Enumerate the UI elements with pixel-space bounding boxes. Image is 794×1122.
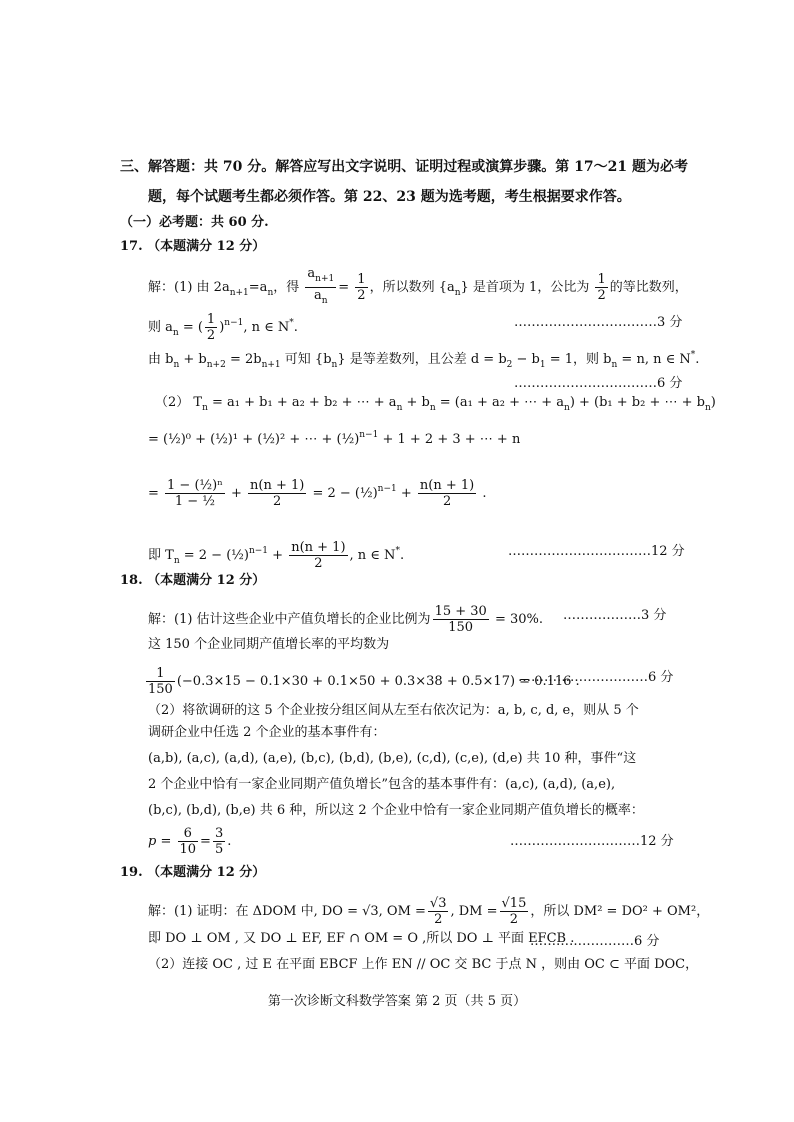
fraction-numerator: 3 (214, 826, 224, 841)
q17-text: 解：(1) 由 2a (148, 280, 230, 295)
fraction-numerator: √3 (429, 896, 447, 911)
fraction (418, 478, 476, 509)
q18-line7: 2 个企业中恰有一家企业同期产值负增长”包含的基本事件有：(a,c), (a,d), (a,e), (148, 777, 616, 792)
q17-text: . (695, 352, 700, 367)
q17-text: + b (402, 395, 430, 410)
fraction-numerator: 1 (146, 666, 175, 682)
fraction (178, 826, 199, 857)
q17-text: + 1 + 2 + 3 + ⋯ + n (378, 432, 521, 447)
fraction-denominator: 2 (273, 494, 282, 509)
q17-text: = (a₁ + a₂ + ⋯ + a (435, 395, 565, 410)
score-marker: ……………………………12 分 (508, 544, 685, 559)
q17-text: （2） T (155, 395, 203, 410)
q17-text: = (338, 280, 350, 295)
fraction-denominator: 10 (179, 842, 197, 857)
q17-text: , n ∈ N (349, 548, 396, 563)
q17-text: − b (512, 352, 540, 367)
fraction-denominator: 2 (442, 494, 452, 509)
q18-line6: (a,b), (a,c), (a,d), (a,e), (b,c), (b,d), (b,e), (c,d), (c,e), (d,e) 共 10 种，事件“这 (148, 751, 637, 766)
fraction (433, 604, 489, 635)
fraction (248, 478, 306, 509)
q17-text: = 2 − (½) (312, 486, 378, 501)
fraction-numerator: √15 (501, 896, 527, 911)
q17-text: =a (248, 280, 268, 295)
q17-text: 可知 {b (280, 352, 332, 367)
q17-text: = 1，则 b (545, 352, 612, 367)
q17-line1: 解：(1) 由 $2a_{n+1}=a_n$，得 $\frac{a_{n+1}}{a_n}$ = $\frac{1}{2}$ ，所以数列 $\{a_n\}$ 是首项为 1，公比为 $\frac{1}{2}$ 的等比数列， (148, 266, 688, 309)
q18-line1 (148, 604, 543, 635)
score-marker: …………………………6 分 (518, 670, 674, 685)
q18-text: p = (148, 834, 172, 849)
fraction: $\frac{a_{n+1}}{a_n}$ (307, 266, 335, 306)
q17-text: = 2 − (½) (179, 548, 249, 563)
q17-text: = n, n ∈ N (617, 352, 691, 367)
q18-line8: (b,c), (b,d), (b,e) 共 6 种，所以这 2 个企业中恰有一家企业同期产值负增长的概率： (148, 803, 644, 818)
q19-line1 (148, 896, 709, 927)
q17-line2: 则 $a_n$ = ( $\frac{1}{2}$ )$^{n-1}$, n ∈ N*. (148, 312, 298, 343)
fraction (500, 896, 529, 927)
page-footer: 第一次诊断文科数学答案 第 2 页（共 5 页） (267, 994, 527, 1009)
q17-text: ) (219, 320, 225, 335)
q17-text: ，所以数列 {a (369, 280, 455, 295)
q17-text: 即 T (148, 548, 174, 563)
q19-line2: 即 DO ⊥ OM , 又 DO ⊥ EF, EF ∩ OM = O ,所以 DO ⊥ 平面 EFCB . (148, 931, 575, 946)
q17-text: 的等比数列， (609, 280, 688, 295)
fraction-numerator: a (307, 266, 316, 281)
fraction (595, 272, 607, 303)
section-header-line1: 三、解答题：共 70 分。解答应写出文字说明、证明过程或演算步骤。第 17～21 题为必考 (120, 159, 688, 175)
q17-line3: 由 $b_n + b_{n+2} = 2b_{n+1}$ 可知 $\{b_n\}$ 是等差数列，且公差 $d = b_2 - b_1 = 1$，则 $b_n = n$, n ∈ N*. (148, 350, 700, 370)
q17-text: . (399, 548, 405, 563)
score-marker: ……………………6 分 (530, 934, 660, 949)
q17-line6: = $\frac{\text{1 − (½)ⁿ}}{\text{1 − ½}}$ + $\frac{n(n + 1)}{2}$ = 2 − (½)$^{n-1}$ + $\frac{n(n + 1)}{2}$ . (148, 478, 487, 509)
q18-text: = 30%. (490, 612, 543, 627)
fraction-numerator: 1 (206, 312, 216, 327)
q17-text: = 2b (225, 352, 262, 367)
q18-line9 (148, 826, 231, 857)
fraction (165, 478, 225, 509)
q17-title: 17. （本题满分 12 分） (120, 239, 266, 254)
fraction-numerator: 1 (597, 272, 606, 287)
q17-text: 则 a (148, 320, 173, 335)
score-marker: ………………3 分 (563, 608, 667, 623)
q17-text: , n ∈ N (243, 320, 290, 335)
fraction-denominator: 5 (214, 842, 224, 857)
fraction-numerator: 1 (357, 272, 366, 287)
section-subheader: （一）必考题：共 60 分. (120, 215, 269, 230)
fraction-denominator: 2 (509, 912, 519, 927)
q17-line4: （2） $T_n = a_1 + b_1 + a_2 + b_2$ + ⋯ + $a_n + b_n = (a_1 + a_2$ + ⋯ + $a_n) + (b_1 + b_2$ + ⋯ + $b_n$) (155, 395, 716, 413)
q19-title: 19. （本题满分 12 分） (120, 865, 266, 880)
score-marker: ……………………………3 分 (514, 315, 683, 330)
fraction-denominator: 150 (148, 682, 173, 697)
q19-line3: （2）连接 OC , 过 E 在平面 EBCF 上作 EN // OC 交 BC 于点 N ，则由 OC ⊂ 平面 DOC， (148, 957, 699, 972)
q17-text: . (293, 320, 298, 335)
fraction (205, 312, 217, 343)
fraction-denominator: 1 − ½ (174, 494, 215, 509)
q17-text: = a₁ + b₁ + a₂ + b₂ + ⋯ + a (207, 395, 397, 410)
q17-text: } 是等差数列，且公差 d = b (337, 352, 507, 367)
q19-text: ，所以 DM² = DO² + OM²， (530, 904, 710, 919)
q17-text: ，得 (273, 280, 300, 295)
fraction-denominator: 150 (448, 620, 474, 635)
fraction-denominator: 2 (357, 288, 366, 303)
q17-text: = (½)⁰ + (½)¹ + (½)² + ⋯ + (½) (148, 432, 360, 447)
fraction-denominator: 2 (206, 328, 216, 343)
q17-line5: = (½)⁰ + (½)¹ + (½)² + ⋯ + (½)$^{n-1}$ + 1 + 2 + 3 + ⋯ + n (148, 430, 521, 447)
q18-line4: （2）将欲调研的这 5 个企业按分组区间从左至右依次记为：a, b, c, d, e，则从 5 个 (148, 703, 639, 718)
q19-text: 解：(1) 证明：在 ΔDOM 中, DO = √3, OM = (148, 904, 426, 919)
q17-text: 由 b (148, 352, 174, 367)
fraction-numerator: 15 + 30 (434, 604, 487, 619)
fraction-numerator: n(n + 1) (250, 478, 305, 493)
q18-text: 解：(1) 估计这些企业中产值负增长的企业比例为 (148, 612, 431, 627)
q18-line5: 调研企业中任选 2 个企业的基本事件有： (148, 725, 386, 740)
q18-title: 18. （本题满分 12 分） (120, 573, 266, 588)
fraction-numerator: n(n + 1) (291, 540, 346, 555)
q17-text: + b (179, 352, 207, 367)
q18-text: . (227, 834, 232, 849)
fraction-denominator: a (314, 288, 322, 303)
q18-line2: 这 150 个企业同期产值增长率的平均数为 (148, 637, 390, 652)
section-header-line2: 题，每个试题考生都必须作答。第 22、23 题为选考题，考生根据要求作答。 (148, 189, 631, 205)
fraction (213, 826, 225, 857)
fraction-numerator: 6 (178, 826, 199, 842)
q18-line3 (144, 666, 580, 697)
fraction (428, 896, 449, 927)
fraction-numerator: 1 − (½)ⁿ (167, 478, 223, 493)
fraction-denominator: 2 (597, 288, 606, 303)
score-marker: ……………………………6 分 (514, 376, 683, 391)
fraction (355, 272, 367, 303)
score-marker: …………………………12 分 (510, 834, 674, 849)
fraction (146, 666, 175, 697)
q17-text: = ( (178, 320, 203, 335)
q18-text: (−0.3×15 − 0.1×30 + 0.1×50 + 0.3×38 + 0.5×17) = 0.116 . (176, 674, 580, 689)
q19-text: , DM = (450, 904, 498, 919)
q17-text: } 是首项为 1，公比为 (460, 280, 590, 295)
fraction-denominator: 2 (314, 556, 323, 571)
fraction (289, 540, 347, 571)
fraction-numerator: n(n + 1) (419, 478, 475, 493)
q18-text: = (200, 834, 211, 849)
q17-line7: 即 $T_n = 2$ − (½)$^{n-1}$ + $\frac{n(n + 1)}{2}$ , n ∈ N*. (148, 540, 405, 571)
fraction-denominator: 2 (434, 912, 443, 927)
q17-text: ) + (b₁ + b₂ + ⋯ + b (569, 395, 705, 410)
